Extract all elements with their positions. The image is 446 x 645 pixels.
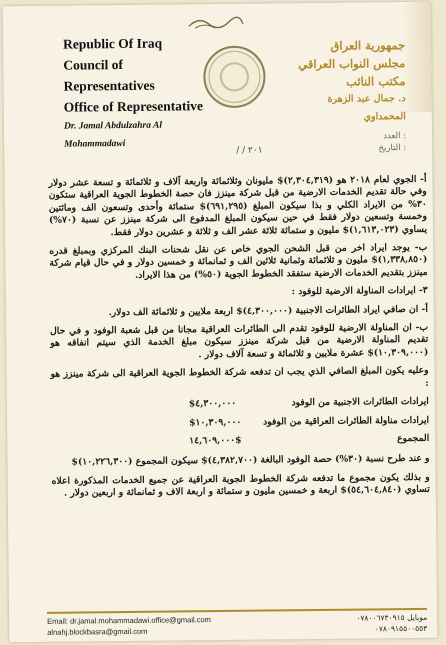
header-ar-council: مجلس النواب العراقي [298, 56, 406, 72]
header-office: Office of Representative [63, 98, 204, 115]
arabic-letterhead [295, 36, 406, 127]
date-value: / / ٢٠١ [236, 145, 263, 156]
header-ar-republic: جمهورية العراق [330, 38, 406, 53]
amount-value: $٤,٣٠٠,٠٠٠ [188, 397, 237, 410]
paragraph-1: أ- الجوي لعام ٢٠١٨ هو (٢,٣٠٤,٣١٩)$ مليونان وثلاثمائة واربعة آلاف و ثلاثمائة و تسعة عشر دولار وفي حالة تقديم الخدمات الارضية من قبل شركة مينزز فان حصة الخطوط الجوية العراقية ستكون ٣٠% من الايراد الكلي و بذا سيكون المبلغ (٦٩١,٢٩٥)$ ستمائة وأحدى وتسعون الف ومائتين وخمسة وتسعين دولار فقط في حين سيكون المبلغ المدفوع الى شركة مينزز عن نسبة (٧٠%) يساوي (١,٦١٣,٠٢٣)$ مليون و ستمائة ثلاثة عشر الف و ثلاثة و عشرين دولار فقط. [48, 173, 428, 238]
email-2: alnahj.blockbasra@gmail.com [47, 626, 148, 637]
paragraph-5: ب- ان المناولة الارضية للوفود تقدم الى الطائرات العراقية مجانا من قبل شعبة الوفود و في حال تقديم المناولة الارضية من قبل شركة مينزز سيكون مبلغ الخدمة الذي سيتم انفاقه هو (١٠,٣٠٩,٠٠٠)$ عشرة ملايين و ثلاثمائة و تسعة آلاف دولار . [50, 321, 429, 361]
date-label: التاريخ : [378, 143, 407, 154]
header-ar-name: د. جمال عبد الزهرة المحمداوي [327, 93, 406, 123]
paragraph-3: ٣- ايرادات المناولة الارضية للوفود : [291, 285, 428, 298]
letter-body [48, 174, 429, 506]
amount-label: ايرادات الطائرات الاجنبية من الوفود [291, 395, 429, 409]
paragraph-4: أ- ان صافي ايراد الطائرات الاجنبية (٤,٣٠٠,٠٠٠)$ اربعة ملايين و ثلاثمائة الف دولار. [108, 303, 428, 318]
total-label: المجموع [397, 432, 430, 445]
letter-footer [47, 608, 427, 642]
footer-phones [356, 612, 427, 635]
email-1: Email: dr.jamal.mohammadawi.office@gmail.com [47, 615, 211, 626]
header-republic: Republic Of Iraq [63, 35, 163, 52]
document-page [3, 2, 438, 642]
footer-emails [47, 614, 211, 638]
header-representative-name: Dr. Jamal Abdulzahra Al Mohammadawi [63, 120, 163, 150]
paragraph-6: وعليه يكون المبلغ الصافي الذي يجب ان تدفعه شركة الخطوط الجوية العراقية الى شركة مينزز هو : [50, 365, 429, 389]
phone-2: ٠٧٨٠٩١٥٥٠٠٥٥٣ [374, 623, 428, 634]
paragraph-2: ب- يوجد ايراد اخر من قبل الشحن الجوي خاص عن نقل شحنات البنك المركزي وبمبلغ قدره (١,٣٣٨,٨٥٠)$ مليون و ثلاثمائة وثمانية ثلاثين الف و ثمانمائة و خمسين دولار و في حال قيام شركة مينزز بتقديم الخدمات الارضية ستفقد الخطوط الجوية (٥٠%) من هذا الايراد. [49, 241, 428, 281]
phone-1: ٠٧٨٠٠٦٧٣٠٩١٥ [356, 613, 405, 623]
ref-label: العدد : [383, 131, 407, 142]
english-letterhead [63, 32, 214, 154]
amount-row-total [189, 433, 429, 448]
page-fold [403, 2, 432, 112]
paragraph-8: و بذلك يكون مجموع ما تدفعه شركة الخطوط الجوية العراقية عن جميع الخدمات المذكورة اعلاه تساوي (٥٤,٦٠٤,٨٤٠)$ اربعة و خمسين مليون و ستمائة و اربعة الاف و ثمانمائة و اربعين دولار . [51, 471, 430, 499]
amount-row-iraqi [189, 414, 429, 429]
total-value: $١٤,٦٠٩,٠٠٠ [189, 434, 242, 447]
amount-label: ايرادات مناولة الطائرات العراقية من الوفود [263, 414, 430, 428]
parliament-seal-icon [203, 46, 266, 109]
basmala-calligraphy [185, 12, 245, 33]
reference-block [378, 130, 406, 154]
header-council: Council of Representatives [63, 57, 155, 94]
paragraph-7: و عند طرح نسبة (٣٠%) حصة الوفود البالغة (٤,٣٨٢,٧٠٠)$ سيكون المجموع (١٠,٢٢٦,٣٠٠)$ [71, 453, 430, 468]
amount-value: $١٠,٣٠٩,٠٠٠ [188, 416, 242, 428]
phone-label: موبايل [407, 612, 428, 623]
header-ar-office: مكتب النائب [345, 74, 406, 89]
amount-row-foreign [189, 396, 429, 411]
